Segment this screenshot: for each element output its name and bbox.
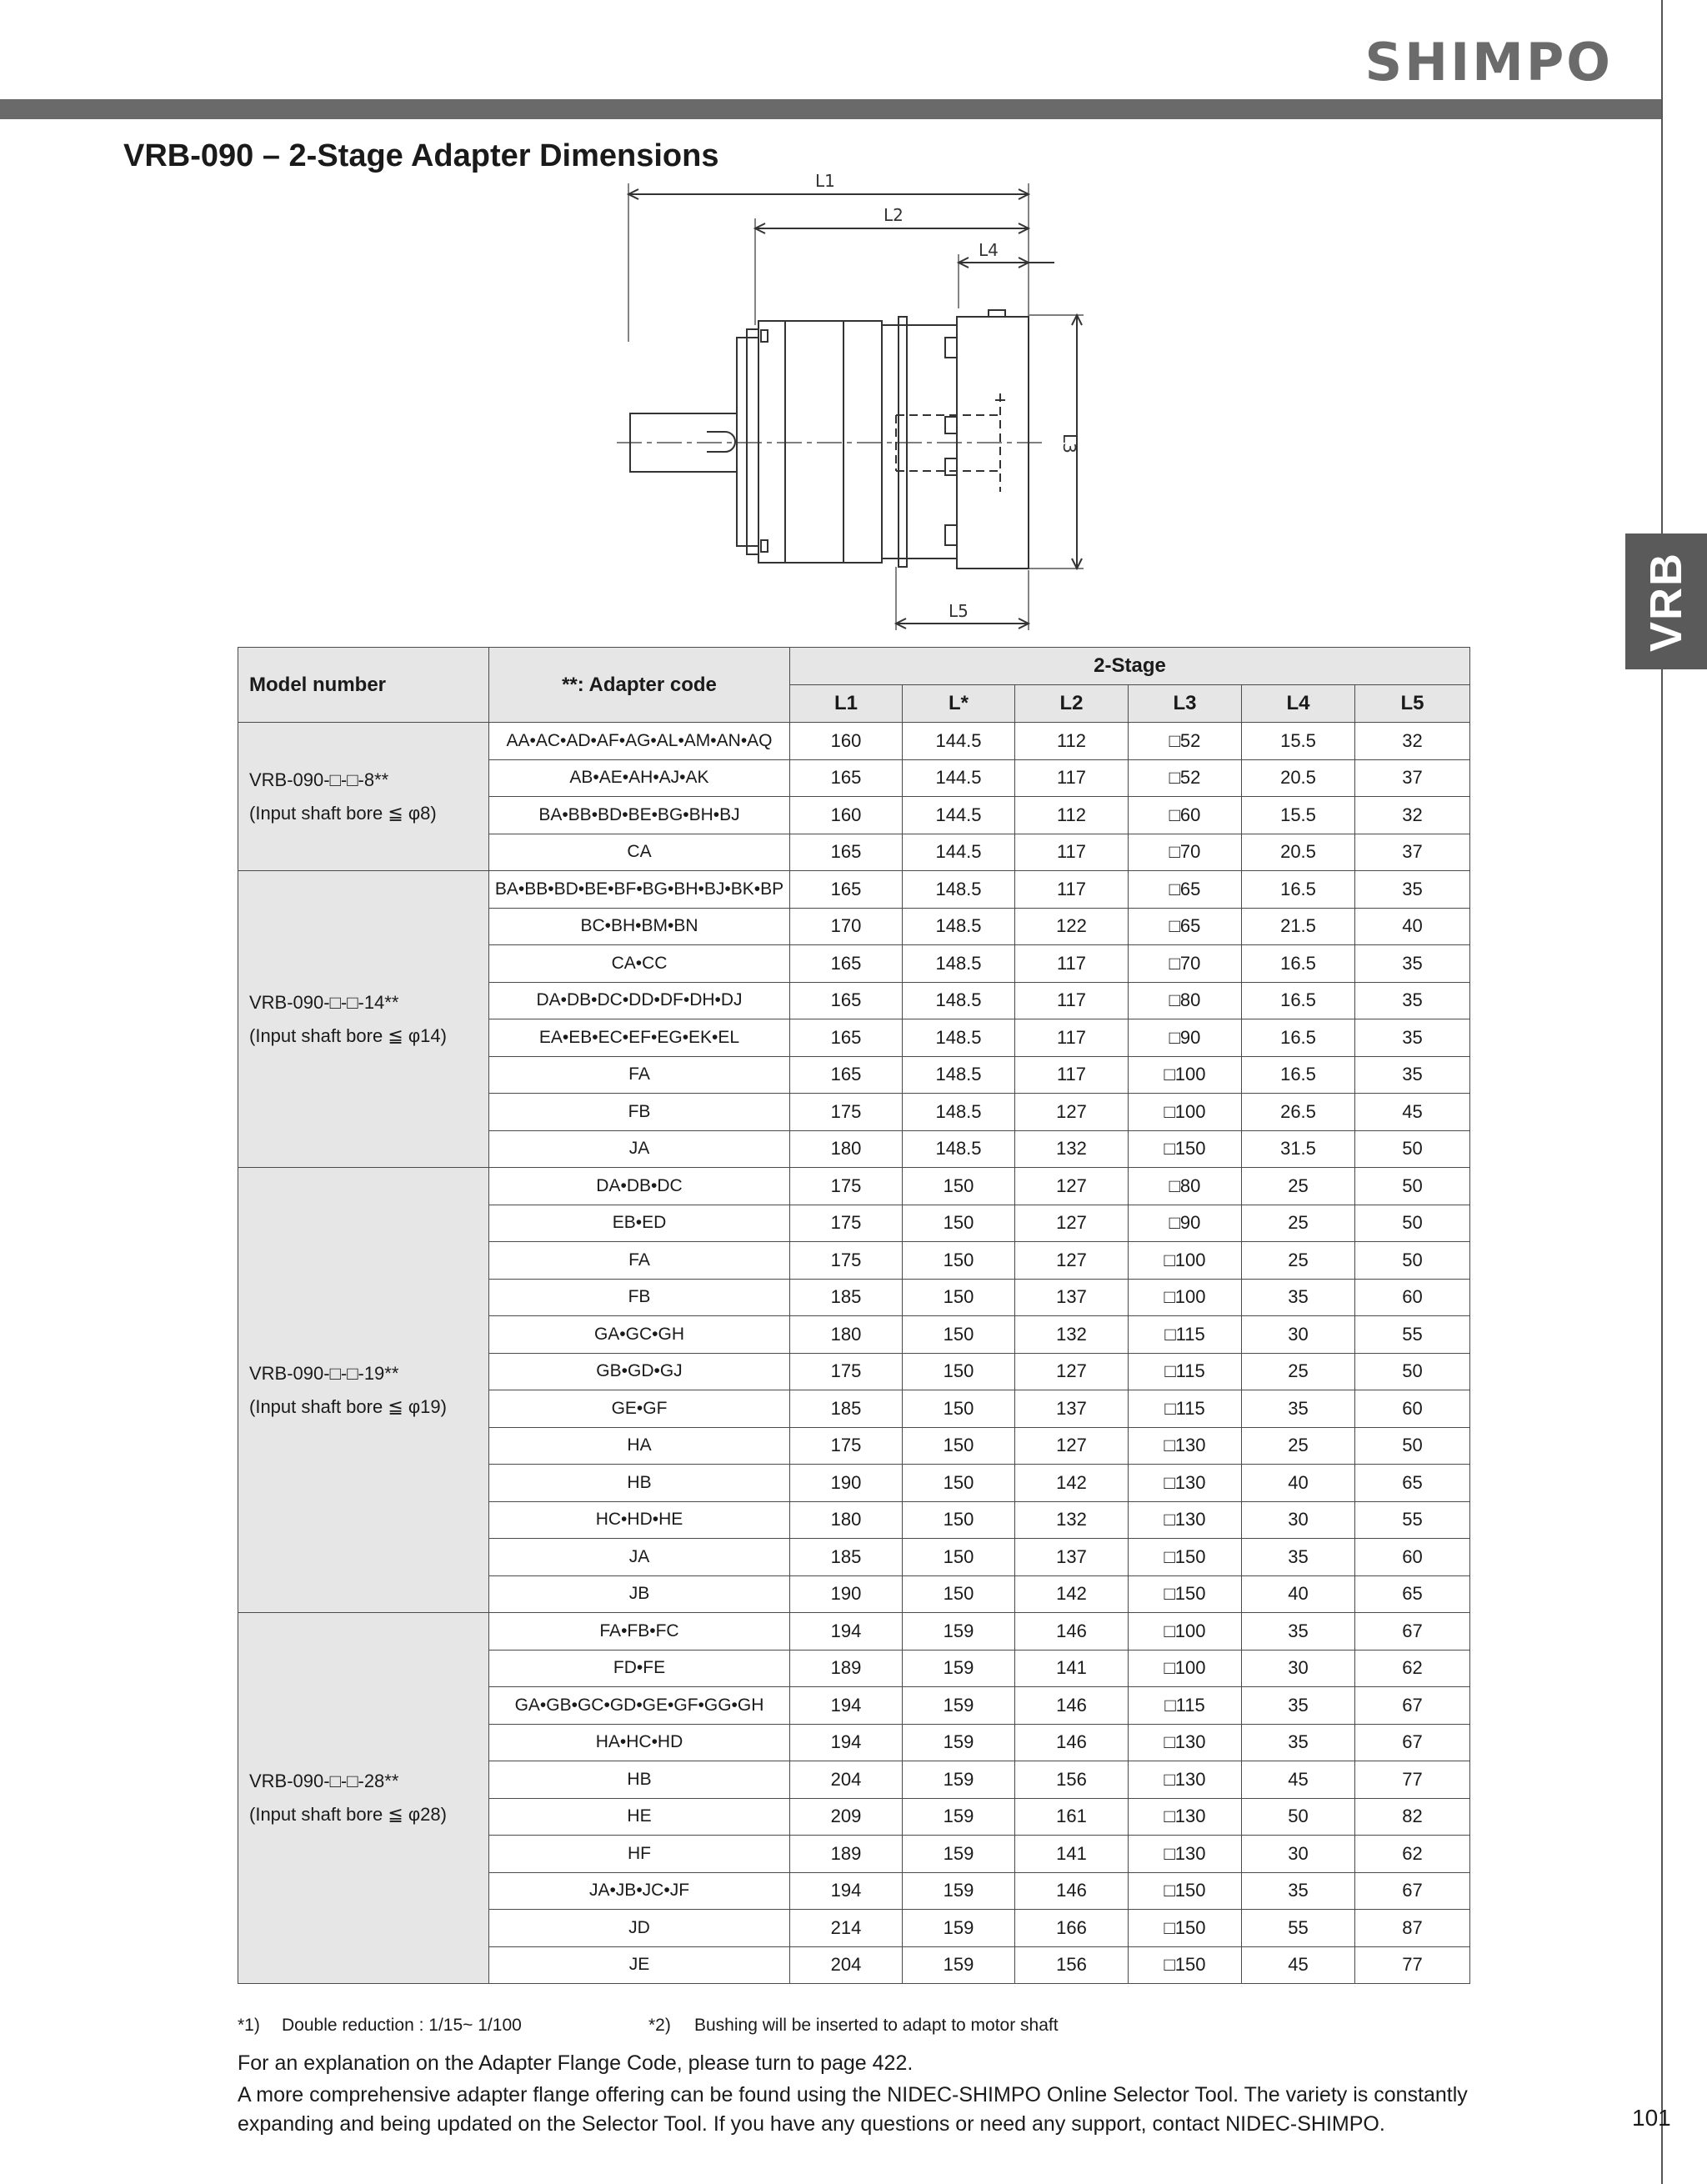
l2-cell: 117 <box>1015 945 1129 983</box>
adapter-code-cell: FB <box>489 1094 790 1131</box>
adapter-code-cell: HA <box>489 1427 790 1465</box>
l3-cell: □130 <box>1129 1836 1242 1873</box>
l3-cell: □130 <box>1129 1465 1242 1502</box>
l4-cell: 16.5 <box>1242 871 1355 909</box>
lstar-cell: 148.5 <box>903 1019 1015 1057</box>
l4-cell: 35 <box>1242 1724 1355 1761</box>
l2-cell: 127 <box>1015 1242 1129 1280</box>
l2-cell: 127 <box>1015 1205 1129 1242</box>
lstar-cell: 150 <box>903 1575 1015 1613</box>
l4-cell: 35 <box>1242 1539 1355 1576</box>
l1-cell: 175 <box>790 1353 903 1390</box>
adapter-code-cell: CA•CC <box>489 945 790 983</box>
adapter-code-cell: AA•AC•AD•AF•AG•AL•AM•AN•AQ <box>489 723 790 760</box>
header-lstar: L* <box>903 685 1015 723</box>
header-l2: L2 <box>1015 685 1129 723</box>
l1-cell: 194 <box>790 1872 903 1910</box>
dim-label-l5: L5 <box>949 601 969 621</box>
l1-cell: 185 <box>790 1390 903 1428</box>
page-title: VRB-090 – 2-Stage Adapter Dimensions <box>123 138 719 173</box>
adapter-code-cell: GA•GB•GC•GD•GE•GF•GG•GH <box>489 1687 790 1725</box>
header-adapter-code: **: Adapter code <box>489 648 790 723</box>
l4-cell: 31.5 <box>1242 1130 1355 1168</box>
l4-cell: 16.5 <box>1242 982 1355 1019</box>
adapter-code-cell: EA•EB•EC•EF•EG•EK•EL <box>489 1019 790 1057</box>
l1-cell: 175 <box>790 1168 903 1205</box>
l2-cell: 137 <box>1015 1390 1129 1428</box>
adapter-code-cell: CA <box>489 834 790 871</box>
adapter-code-cell: HB <box>489 1465 790 1502</box>
lstar-cell: 159 <box>903 1761 1015 1799</box>
l4-cell: 15.5 <box>1242 797 1355 834</box>
l2-cell: 146 <box>1015 1872 1129 1910</box>
l3-cell: □115 <box>1129 1687 1242 1725</box>
lstar-cell: 148.5 <box>903 982 1015 1019</box>
l3-cell: □60 <box>1129 797 1242 834</box>
lstar-cell: 148.5 <box>903 1056 1015 1094</box>
l5-cell: 67 <box>1355 1724 1470 1761</box>
l5-cell: 65 <box>1355 1465 1470 1502</box>
footnote-1-text: Double reduction : 1/15~ 1/100 <box>282 2016 522 2035</box>
l1-cell: 165 <box>790 834 903 871</box>
adapter-code-cell: JA <box>489 1539 790 1576</box>
l2-cell: 117 <box>1015 982 1129 1019</box>
l2-cell: 137 <box>1015 1539 1129 1576</box>
l5-cell: 40 <box>1355 908 1470 945</box>
l5-cell: 67 <box>1355 1872 1470 1910</box>
footnote-2-text: Bushing will be inserted to adapt to motor shaft <box>694 2016 1059 2035</box>
l5-cell: 32 <box>1355 723 1470 760</box>
dim-label-l3: L3 <box>1059 433 1079 453</box>
l5-cell: 35 <box>1355 1056 1470 1094</box>
l3-cell: □65 <box>1129 871 1242 909</box>
l3-cell: □90 <box>1129 1205 1242 1242</box>
l1-cell: 204 <box>790 1946 903 1984</box>
l4-cell: 16.5 <box>1242 1019 1355 1057</box>
l2-cell: 132 <box>1015 1501 1129 1539</box>
l4-cell: 26.5 <box>1242 1094 1355 1131</box>
l5-cell: 67 <box>1355 1687 1470 1725</box>
l3-cell: □115 <box>1129 1316 1242 1354</box>
l3-cell: □70 <box>1129 834 1242 871</box>
l5-cell: 32 <box>1355 797 1470 834</box>
l1-cell: 190 <box>790 1465 903 1502</box>
lstar-cell: 159 <box>903 1836 1015 1873</box>
header-model-number: Model number <box>238 648 489 723</box>
adapter-code-cell: HC•HD•HE <box>489 1501 790 1539</box>
l3-cell: □130 <box>1129 1798 1242 1836</box>
l2-cell: 117 <box>1015 834 1129 871</box>
l2-cell: 142 <box>1015 1465 1129 1502</box>
table-row <box>238 1613 1470 1651</box>
header-l5: L5 <box>1355 685 1470 723</box>
adapter-code-cell: HA•HC•HD <box>489 1724 790 1761</box>
l4-cell: 50 <box>1242 1798 1355 1836</box>
l1-cell: 165 <box>790 945 903 983</box>
l3-cell: □100 <box>1129 1279 1242 1316</box>
adapter-code-cell: JE <box>489 1946 790 1984</box>
lstar-cell: 159 <box>903 1613 1015 1651</box>
l1-cell: 175 <box>790 1205 903 1242</box>
lstar-cell: 150 <box>903 1501 1015 1539</box>
dim-label-l4: L4 <box>979 240 999 260</box>
l4-cell: 40 <box>1242 1575 1355 1613</box>
header-l4: L4 <box>1242 685 1355 723</box>
header-bar <box>0 99 1661 119</box>
l3-cell: □130 <box>1129 1427 1242 1465</box>
l4-cell: 16.5 <box>1242 1056 1355 1094</box>
l4-cell: 35 <box>1242 1687 1355 1725</box>
dim-label-l2: L2 <box>884 205 904 225</box>
l4-cell: 40 <box>1242 1465 1355 1502</box>
dimensions-table <box>238 647 1470 1984</box>
l3-cell: □130 <box>1129 1501 1242 1539</box>
l3-cell: □100 <box>1129 1242 1242 1280</box>
footnote-2-mark: *2) <box>648 2016 671 2035</box>
lstar-cell: 144.5 <box>903 759 1015 797</box>
brand-logo: SHIMPO <box>1364 32 1613 93</box>
adapter-code-cell: FA•FB•FC <box>489 1613 790 1651</box>
lstar-cell: 159 <box>903 1910 1015 1947</box>
model-number-cell <box>238 1613 489 1984</box>
model-number: VRB-090-□-□-14** <box>249 991 399 1013</box>
lstar-cell: 148.5 <box>903 945 1015 983</box>
l3-cell: □52 <box>1129 759 1242 797</box>
l5-cell: 35 <box>1355 982 1470 1019</box>
l2-cell: 156 <box>1015 1761 1129 1799</box>
adapter-code-cell: BA•BB•BD•BE•BF•BG•BH•BJ•BK•BP <box>489 871 790 909</box>
l2-cell: 127 <box>1015 1353 1129 1390</box>
l5-cell: 50 <box>1355 1130 1470 1168</box>
l2-cell: 166 <box>1015 1910 1129 1947</box>
l5-cell: 50 <box>1355 1353 1470 1390</box>
model-number: VRB-090-□-□-28** <box>249 1771 399 1791</box>
l4-cell: 35 <box>1242 1872 1355 1910</box>
model-number-cell <box>238 1168 489 1613</box>
l5-cell: 62 <box>1355 1650 1470 1687</box>
l5-cell: 60 <box>1355 1390 1470 1428</box>
footnote-1-mark: *1) <box>238 2016 260 2035</box>
l5-cell: 35 <box>1355 871 1470 909</box>
l3-cell: □115 <box>1129 1390 1242 1428</box>
lstar-cell: 150 <box>903 1168 1015 1205</box>
lstar-cell: 150 <box>903 1279 1015 1316</box>
table-body <box>238 723 1470 1984</box>
l3-cell: □80 <box>1129 982 1242 1019</box>
l1-cell: 180 <box>790 1130 903 1168</box>
l4-cell: 25 <box>1242 1427 1355 1465</box>
l2-cell: 117 <box>1015 871 1129 909</box>
l2-cell: 132 <box>1015 1130 1129 1168</box>
l4-cell: 15.5 <box>1242 723 1355 760</box>
l3-cell: □150 <box>1129 1872 1242 1910</box>
l5-cell: 50 <box>1355 1427 1470 1465</box>
l3-cell: □130 <box>1129 1724 1242 1761</box>
l5-cell: 37 <box>1355 834 1470 871</box>
l4-cell: 35 <box>1242 1279 1355 1316</box>
l5-cell: 35 <box>1355 945 1470 983</box>
l5-cell: 50 <box>1355 1205 1470 1242</box>
lstar-cell: 159 <box>903 1687 1015 1725</box>
l5-cell: 55 <box>1355 1316 1470 1354</box>
l1-cell: 170 <box>790 908 903 945</box>
adapter-code-cell: JD <box>489 1910 790 1947</box>
lstar-cell: 144.5 <box>903 797 1015 834</box>
l4-cell: 16.5 <box>1242 945 1355 983</box>
l3-cell: □100 <box>1129 1094 1242 1131</box>
l5-cell: 77 <box>1355 1946 1470 1984</box>
lstar-cell: 159 <box>903 1798 1015 1836</box>
adapter-code-cell: JA•JB•JC•JF <box>489 1872 790 1910</box>
l2-cell: 127 <box>1015 1427 1129 1465</box>
header-l3: L3 <box>1129 685 1242 723</box>
l1-cell: 165 <box>790 1019 903 1057</box>
l4-cell: 25 <box>1242 1205 1355 1242</box>
lstar-cell: 144.5 <box>903 834 1015 871</box>
l2-cell: 142 <box>1015 1575 1129 1613</box>
lstar-cell: 159 <box>903 1946 1015 1984</box>
l2-cell: 161 <box>1015 1798 1129 1836</box>
l3-cell: □100 <box>1129 1056 1242 1094</box>
l2-cell: 146 <box>1015 1724 1129 1761</box>
l1-cell: 165 <box>790 871 903 909</box>
l1-cell: 180 <box>790 1501 903 1539</box>
adapter-code-cell: DA•DB•DC•DD•DF•DH•DJ <box>489 982 790 1019</box>
l3-cell: □150 <box>1129 1946 1242 1984</box>
l4-cell: 30 <box>1242 1650 1355 1687</box>
l4-cell: 25 <box>1242 1168 1355 1205</box>
table-row <box>238 871 1470 909</box>
l1-cell: 180 <box>790 1316 903 1354</box>
l5-cell: 62 <box>1355 1836 1470 1873</box>
lstar-cell: 150 <box>903 1242 1015 1280</box>
l4-cell: 30 <box>1242 1836 1355 1873</box>
l1-cell: 165 <box>790 1056 903 1094</box>
adapter-code-cell: JA <box>489 1130 790 1168</box>
table-row <box>238 723 1470 760</box>
adapter-code-cell: HE <box>489 1798 790 1836</box>
l2-cell: 137 <box>1015 1279 1129 1316</box>
l2-cell: 122 <box>1015 908 1129 945</box>
l3-cell: □150 <box>1129 1575 1242 1613</box>
adapter-code-cell: GE•GF <box>489 1390 790 1428</box>
header-l1: L1 <box>790 685 903 723</box>
l1-cell: 194 <box>790 1687 903 1725</box>
l2-cell: 112 <box>1015 797 1129 834</box>
l2-cell: 146 <box>1015 1687 1129 1725</box>
header-2-stage: 2-Stage <box>790 648 1470 685</box>
lstar-cell: 159 <box>903 1724 1015 1761</box>
l1-cell: 185 <box>790 1279 903 1316</box>
adapter-code-cell: DA•DB•DC <box>489 1168 790 1205</box>
l2-cell: 117 <box>1015 759 1129 797</box>
model-number: VRB-090-□-□-19** <box>249 1362 399 1384</box>
lstar-cell: 150 <box>903 1427 1015 1465</box>
l4-cell: 35 <box>1242 1390 1355 1428</box>
l1-cell: 204 <box>790 1761 903 1799</box>
input-shaft-bore: (Input shaft bore ≦ φ14) <box>249 1024 447 1046</box>
model-number-cell <box>238 871 489 1168</box>
dimension-drawing <box>608 167 1079 634</box>
l5-cell: 82 <box>1355 1798 1470 1836</box>
l5-cell: 67 <box>1355 1613 1470 1651</box>
l1-cell: 189 <box>790 1650 903 1687</box>
l5-cell: 50 <box>1355 1168 1470 1205</box>
lstar-cell: 148.5 <box>903 871 1015 909</box>
l2-cell: 117 <box>1015 1019 1129 1057</box>
section-tab <box>1625 533 1707 669</box>
lstar-cell: 150 <box>903 1465 1015 1502</box>
paragraph-selector-tool: A more comprehensive adapter flange offering can be found using the NIDEC-SHIMPO Online Selector Tool. The variety is constantly expanding and being updated on the Selector Tool. If you have any questions or need any support, contact NIDEC-SHIMPO. <box>238 2083 1468 2136</box>
l2-cell: 156 <box>1015 1946 1129 1984</box>
lstar-cell: 148.5 <box>903 1130 1015 1168</box>
l1-cell: 175 <box>790 1427 903 1465</box>
adapter-code-cell: FD•FE <box>489 1650 790 1687</box>
l1-cell: 209 <box>790 1798 903 1836</box>
model-number-cell <box>238 723 489 871</box>
l1-cell: 165 <box>790 982 903 1019</box>
section-tab-label: VRB <box>1641 551 1692 652</box>
l5-cell: 55 <box>1355 1501 1470 1539</box>
adapter-code-cell: HF <box>489 1836 790 1873</box>
adapter-code-cell: GA•GC•GH <box>489 1316 790 1354</box>
l1-cell: 160 <box>790 797 903 834</box>
adapter-code-cell: HB <box>489 1761 790 1799</box>
l3-cell: □100 <box>1129 1650 1242 1687</box>
lstar-cell: 150 <box>903 1353 1015 1390</box>
adapter-code-cell: GB•GD•GJ <box>489 1353 790 1390</box>
input-shaft-bore: (Input shaft bore ≦ φ19) <box>249 1395 447 1417</box>
page-edge-rule <box>1661 0 1663 2184</box>
l1-cell: 160 <box>790 723 903 760</box>
l5-cell: 65 <box>1355 1575 1470 1613</box>
l4-cell: 20.5 <box>1242 759 1355 797</box>
l5-cell: 50 <box>1355 1242 1470 1280</box>
l3-cell: □90 <box>1129 1019 1242 1057</box>
l4-cell: 30 <box>1242 1501 1355 1539</box>
l5-cell: 60 <box>1355 1279 1470 1316</box>
l2-cell: 132 <box>1015 1316 1129 1354</box>
l1-cell: 175 <box>790 1242 903 1280</box>
lstar-cell: 144.5 <box>903 723 1015 760</box>
adapter-code-cell: FB <box>489 1279 790 1316</box>
paragraph-adapter-code-note: For an explanation on the Adapter Flange Code, please turn to page 422. <box>238 2051 914 2075</box>
l2-cell: 141 <box>1015 1650 1129 1687</box>
l4-cell: 25 <box>1242 1242 1355 1280</box>
l3-cell: □70 <box>1129 945 1242 983</box>
l1-cell: 214 <box>790 1910 903 1947</box>
adapter-code-cell: FA <box>489 1242 790 1280</box>
l1-cell: 165 <box>790 759 903 797</box>
lstar-cell: 150 <box>903 1390 1015 1428</box>
l1-cell: 185 <box>790 1539 903 1576</box>
l2-cell: 127 <box>1015 1094 1129 1131</box>
input-shaft-bore: (Input shaft bore ≦ φ8) <box>249 802 437 824</box>
l4-cell: 35 <box>1242 1613 1355 1651</box>
l1-cell: 175 <box>790 1094 903 1131</box>
l5-cell: 77 <box>1355 1761 1470 1799</box>
l2-cell: 141 <box>1015 1836 1129 1873</box>
dim-label-l1: L1 <box>815 171 835 191</box>
lstar-cell: 148.5 <box>903 1094 1015 1131</box>
l3-cell: □130 <box>1129 1761 1242 1799</box>
table-row <box>238 1168 1470 1205</box>
l3-cell: □115 <box>1129 1353 1242 1390</box>
l5-cell: 45 <box>1355 1094 1470 1131</box>
adapter-code-cell: EB•ED <box>489 1205 790 1242</box>
l4-cell: 25 <box>1242 1353 1355 1390</box>
l1-cell: 194 <box>790 1613 903 1651</box>
l3-cell: □52 <box>1129 723 1242 760</box>
l3-cell: □150 <box>1129 1910 1242 1947</box>
l3-cell: □80 <box>1129 1168 1242 1205</box>
adapter-code-cell: BA•BB•BD•BE•BG•BH•BJ <box>489 797 790 834</box>
lstar-cell: 159 <box>903 1650 1015 1687</box>
input-shaft-bore: (Input shaft bore ≦ φ28) <box>249 1804 447 1825</box>
l2-cell: 146 <box>1015 1613 1129 1651</box>
l3-cell: □65 <box>1129 908 1242 945</box>
l2-cell: 112 <box>1015 723 1129 760</box>
l5-cell: 35 <box>1355 1019 1470 1057</box>
lstar-cell: 148.5 <box>903 908 1015 945</box>
l4-cell: 45 <box>1242 1761 1355 1799</box>
l2-cell: 127 <box>1015 1168 1129 1205</box>
l5-cell: 87 <box>1355 1910 1470 1947</box>
lstar-cell: 150 <box>903 1539 1015 1576</box>
l1-cell: 190 <box>790 1575 903 1613</box>
l1-cell: 194 <box>790 1724 903 1761</box>
l1-cell: 189 <box>790 1836 903 1873</box>
l4-cell: 45 <box>1242 1946 1355 1984</box>
l3-cell: □100 <box>1129 1613 1242 1651</box>
page-number: 101 <box>1632 2105 1671 2131</box>
l4-cell: 55 <box>1242 1910 1355 1947</box>
l5-cell: 60 <box>1355 1539 1470 1576</box>
adapter-code-cell: BC•BH•BM•BN <box>489 908 790 945</box>
l3-cell: □150 <box>1129 1130 1242 1168</box>
l4-cell: 20.5 <box>1242 834 1355 871</box>
lstar-cell: 159 <box>903 1872 1015 1910</box>
l4-cell: 21.5 <box>1242 908 1355 945</box>
l2-cell: 117 <box>1015 1056 1129 1094</box>
lstar-cell: 150 <box>903 1205 1015 1242</box>
lstar-cell: 150 <box>903 1316 1015 1354</box>
l3-cell: □150 <box>1129 1539 1242 1576</box>
l4-cell: 30 <box>1242 1316 1355 1354</box>
adapter-code-cell: FA <box>489 1056 790 1094</box>
model-number: VRB-090-□-□-8** <box>249 769 389 790</box>
adapter-code-cell: AB•AE•AH•AJ•AK <box>489 759 790 797</box>
l5-cell: 37 <box>1355 759 1470 797</box>
adapter-code-cell: JB <box>489 1575 790 1613</box>
